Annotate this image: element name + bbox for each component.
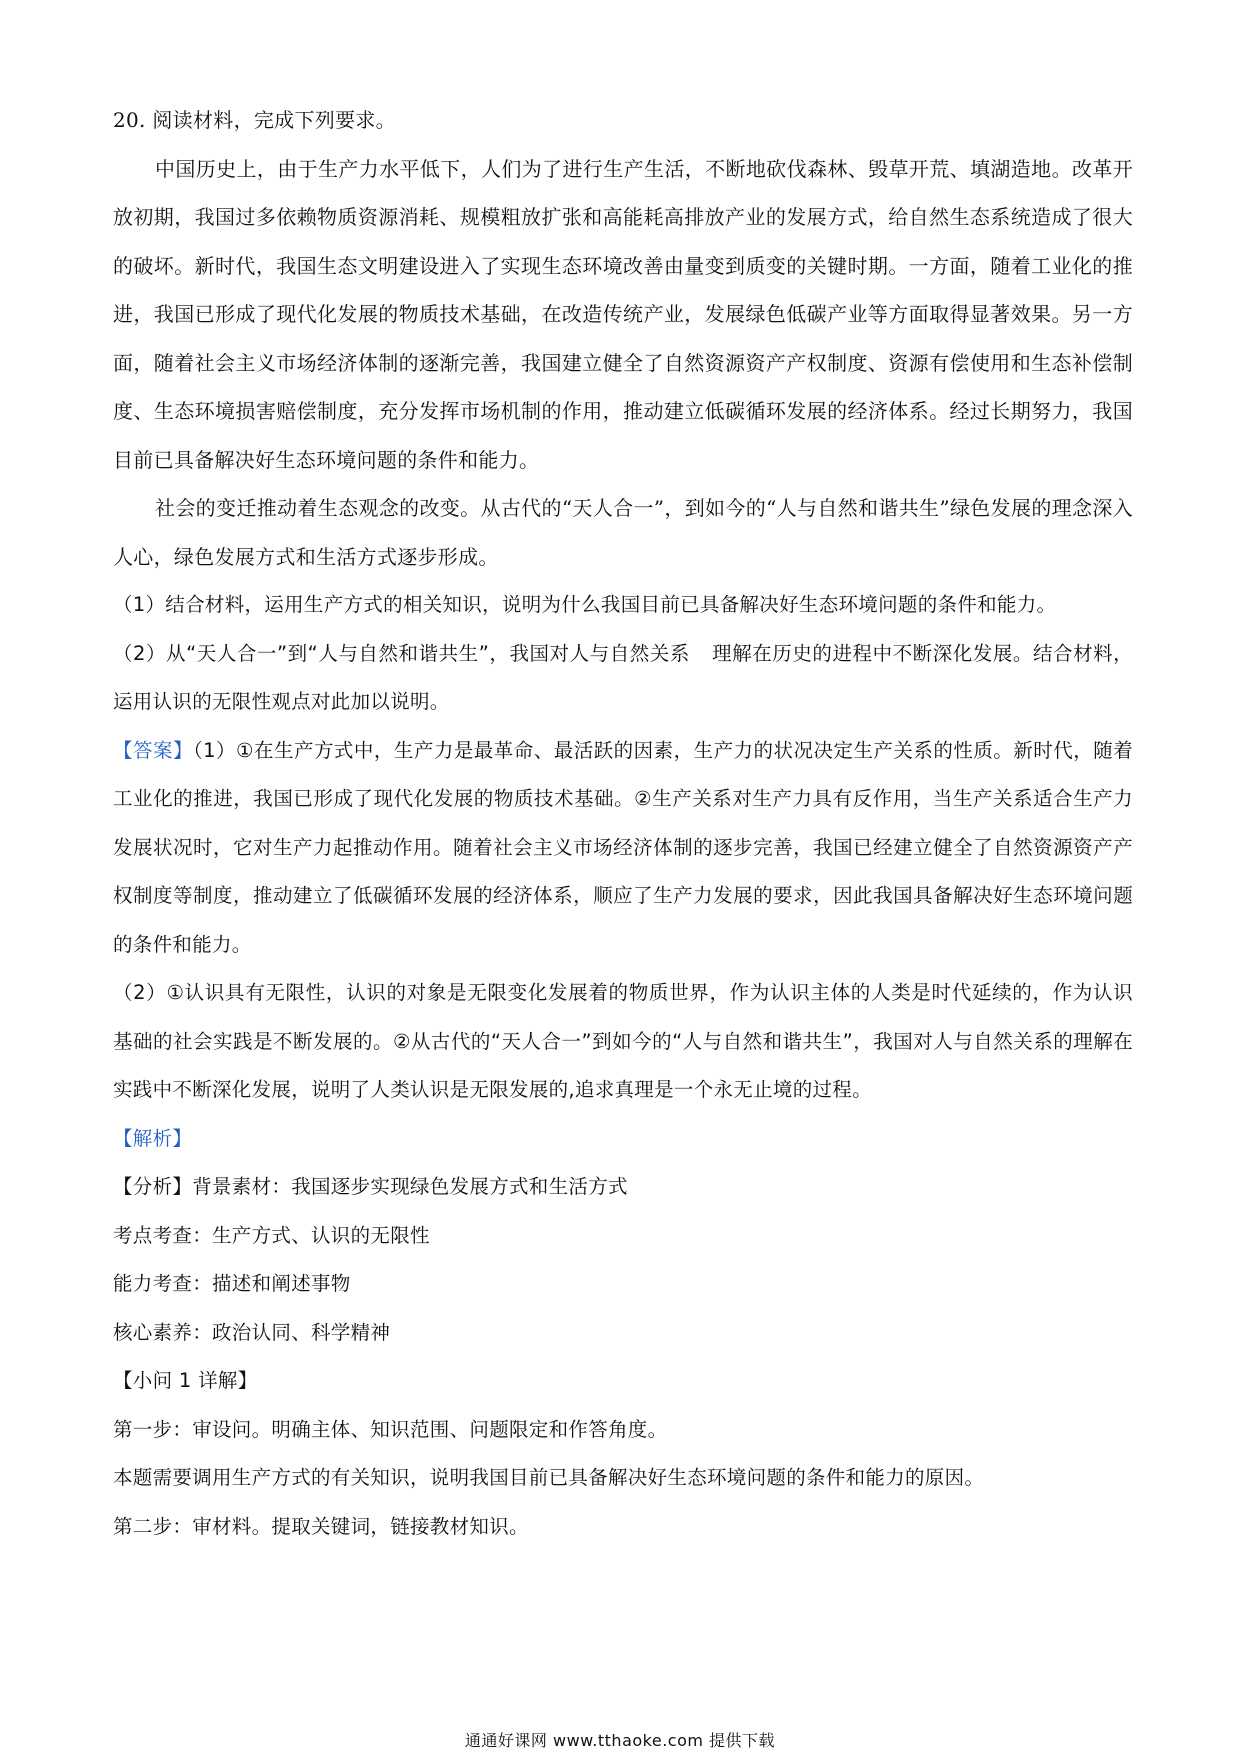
analysis-literacy: 核心素养：政治认同、科学精神: [113, 1320, 391, 1344]
page-footer: 通通好课网 www.tthaoke.com 提供下载: [464, 1731, 776, 1750]
question-header: 20. 阅读材料，完成下列要求。: [113, 108, 396, 132]
analysis-points: 考点考查：生产方式、认识的无限性: [113, 1223, 430, 1247]
answer-label: 【答案】: [113, 738, 193, 762]
step-1: 第一步：审设问。明确主体、知识范围、问题限定和作答角度。: [113, 1417, 668, 1441]
sub-question-1-title: 【小问 1 详解】: [113, 1369, 258, 1392]
answer-1: [113, 727, 1133, 970]
material-paragraph-1: 中国历史上，由于生产力水平低下，人们为了进行生产生活，不断地砍伐森林、毁草开荒、填湖造地。改革开放初期，我国过多依赖物质资源消耗、规模粗放扩张和高能耗高排放产业的发展方式，给自然生态系统造成了很大的破坏。新时代，我国生态文明建设进入了实现生态环境改善由量变到质变的关键时期。一方面，随着工业化的推进，我国已形成了现代化发展的物质技术基础，在改造传统产业，发展绿色低碳产业等方面取得显著效果。另一方面，随着社会主义市场经济体制的逐渐完善，我国建立健全了自然资源资产产权制度、资源有偿使用和生态补偿制度、生态环境损害赔偿制度，充分发挥市场机制的作用，推动建立低碳循环发展的经济体系。经过长期努力，我国目前已具备解决好生态环境问题的条件和能力。: [113, 156, 1133, 472]
sub-question-2-part2: 理解在历史的进程中不断深化发展。结合材料，运用认识的无限性观点对此加以说明。: [113, 641, 1133, 713]
analysis-ability: 能力考查：描述和阐述事物: [113, 1272, 351, 1295]
step-2: 第二步：审材料。提取关键词，链接教材知识。: [113, 1514, 529, 1538]
material-paragraph-2: 社会的变迁推动着生态观念的改变。从古代的“天人合一”，到如今的“人与自然和谐共生”绿色发展的理念深入人心，绿色发展方式和生活方式逐步形成。: [113, 496, 1133, 569]
answer-1-text: （1）①在生产方式中，生产力是最革命、最活跃的因素，生产力的状况决定生产关系的性质。新时代，随着工业化的推进，我国已形成了现代化发展的物质技术基础。②生产关系对生产力具有反作用，当生产关系适合生产力发展状况时，它对生产力起推动作用。随着社会主义市场经济体制的逐步完善，我国已经建立健全了自然资源资产产权制度等制度，推动建立了低碳循环发展的经济体系，顺应了生产力发展的要求，因此我国具备解决好生态环境问题的条件和能力。: [113, 738, 1134, 956]
sub-question-2: [113, 630, 1133, 727]
analysis-label: 【解析】: [113, 1126, 193, 1150]
sub-question-2-part1: （2）从“天人合一”到“人与自然和谐共生”，我国对人与自然关系: [113, 641, 690, 665]
analysis-background: 【分析】背景素材：我国逐步实现绿色发展方式和生活方式: [113, 1175, 628, 1198]
document-page: [113, 96, 1133, 1551]
step-1-detail: 本题需要调用生产方式的有关知识，说明我国目前已具备解决好生态环境问题的条件和能力的原因。: [113, 1466, 985, 1489]
answer-2: （2）①认识具有无限性，认识的对象是无限变化发展着的物质世界，作为认识主体的人类是时代延续的，作为认识基础的社会实践是不断发展的。②从古代的“天人合一”到如今的“人与自然和谐共生”，我国对人与自然关系的理解在实践中不断深化发展，说明了人类认识是无限发展的,追求真理是一个永无止境的过程。: [113, 981, 1133, 1101]
sub-question-1: （1）结合材料，运用生产方式的相关知识，说明为什么我国目前已具备解决好生态环境问题的条件和能力。: [113, 593, 1057, 616]
